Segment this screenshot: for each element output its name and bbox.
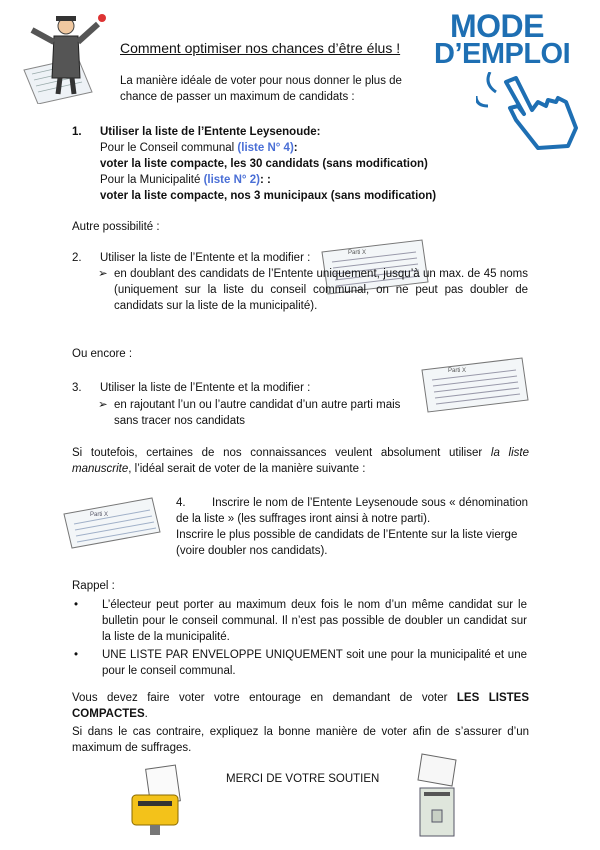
section-2-heading: Utiliser la liste de l’Entente et la modifier :	[100, 252, 311, 264]
manuscrite-italic: la liste manuscrite	[72, 447, 529, 475]
ou-encore: Ou encore :	[72, 348, 133, 360]
autre-possibilite: Autre possibilité :	[72, 221, 160, 233]
manuscrite-after: , l’idéal serait de voter de la manière suivante :	[128, 463, 366, 475]
closing-bold: LES LISTES COMPACTES	[72, 692, 529, 720]
list-item	[72, 597, 527, 645]
section-2-bullet-row	[98, 266, 528, 314]
conseil-instruction: voter la liste compacte, les 30 candidats (sans modification)	[100, 158, 428, 170]
mailbox-illustration	[118, 763, 192, 840]
section-4-line2: Inscrire le plus possible de candidats de l’Entente sur la liste vierge (voire doubler nos candidats).	[176, 529, 518, 557]
section-2-heading-row	[72, 250, 332, 266]
logo-line2: D’EMPLOI	[434, 38, 571, 70]
logo-line1: MODE	[450, 8, 544, 44]
rappel-item-2: UNE LISTE PAR ENVELOPPE UNIQUEMENT soit une pour la municipalité et une pour le conseil communal.	[102, 649, 527, 677]
svg-text:Parti X: Parti X	[90, 512, 109, 518]
section-3-bullet: en rajoutant l’un ou l’autre candidat d’un autre parti mais sans tracer nos candidats	[114, 399, 401, 427]
ballot-list-illustration	[62, 496, 162, 550]
arrow-bullet-icon: ➢	[98, 399, 108, 411]
muni-suffix: : :	[259, 174, 271, 186]
section-3-bullet-row	[98, 397, 418, 429]
muni-instruction: voter la liste compacte, nos 3 municipaux (sans modification)	[100, 190, 437, 202]
bullet-dot-icon: •	[74, 649, 79, 661]
rappel-label: Rappel :	[72, 580, 115, 592]
conseil-suffix: :	[293, 142, 298, 154]
muni-list-number: (liste N° 2)	[203, 174, 260, 186]
section-3-heading-row	[72, 380, 372, 396]
section-1	[72, 124, 472, 204]
merci-text: MERCI DE VOTRE SOUTIEN	[226, 773, 380, 785]
section-1-heading: Utiliser la liste de l’Entente Leysenoude:	[100, 126, 321, 138]
svg-text:Parti X: Parti X	[448, 368, 467, 374]
muni-prefix: Pour la Municipalité	[100, 174, 204, 186]
section-4-number: 4.	[176, 497, 186, 509]
list-item	[72, 647, 527, 679]
section-4-line1: Inscrire le nom de l’Entente Leysenoude sous « dénomination de la liste » (les suffrages iront ainsi à notre parti).	[176, 497, 528, 525]
manuscrite-paragraph	[72, 445, 529, 477]
section-1-number: 1.	[72, 126, 82, 138]
ballot-box-illustration	[408, 752, 468, 845]
rappel-list	[72, 597, 527, 681]
manuscrite-before: Si toutefois, certaines de nos connaissances veulent absolument utiliser	[72, 447, 491, 459]
section-3-heading: Utiliser la liste de l’Entente et la modifier :	[100, 382, 311, 394]
closing-paragraph-2: Si dans le cas contraire, expliquez la bonne manière de voter afin de s’assurer d’un maximum de suffrages.	[72, 726, 529, 754]
ballot-list-illustration	[418, 356, 530, 414]
section-2-bullet: en doublant des candidats de l’Entente uniquement, jusqu’à un max. de 45 noms (uniquement sur la liste du conseil communal, on ne peut pas doubler de candidats sur la liste de la municipalité).	[114, 268, 528, 312]
bullet-dot-icon: •	[74, 599, 79, 611]
section-3-number: 3.	[72, 382, 82, 394]
pointing-hand-icon	[476, 72, 586, 152]
conseil-list-number: (liste N° 4)	[237, 142, 294, 154]
closing-paragraph-1	[72, 690, 529, 722]
section-4	[176, 495, 528, 559]
svg-text:Parti X: Parti X	[348, 250, 367, 256]
closing-before: Vous devez faire voter votre entourage en demandant de voter	[72, 692, 457, 704]
intro-text: La manière idéale de voter pour nous donner le plus de chance de passer un maximum de candidats :	[120, 75, 402, 103]
conseil-prefix: Pour le Conseil communal	[100, 142, 238, 154]
closing-after: .	[144, 708, 148, 720]
rappel-item-1: L’électeur peut porter au maximum deux fois le nom d’un même candidat sur le bulletin pour le conseil communal. Il n’est pas possible de doubler un candidat sur la liste de la municipalité.	[102, 599, 527, 643]
page-title: Comment optimiser nos chances d’être élus !	[120, 40, 401, 56]
arrow-bullet-icon: ➢	[98, 268, 108, 280]
ballot-voter-illustration	[18, 8, 114, 104]
section-2-number: 2.	[72, 252, 82, 264]
